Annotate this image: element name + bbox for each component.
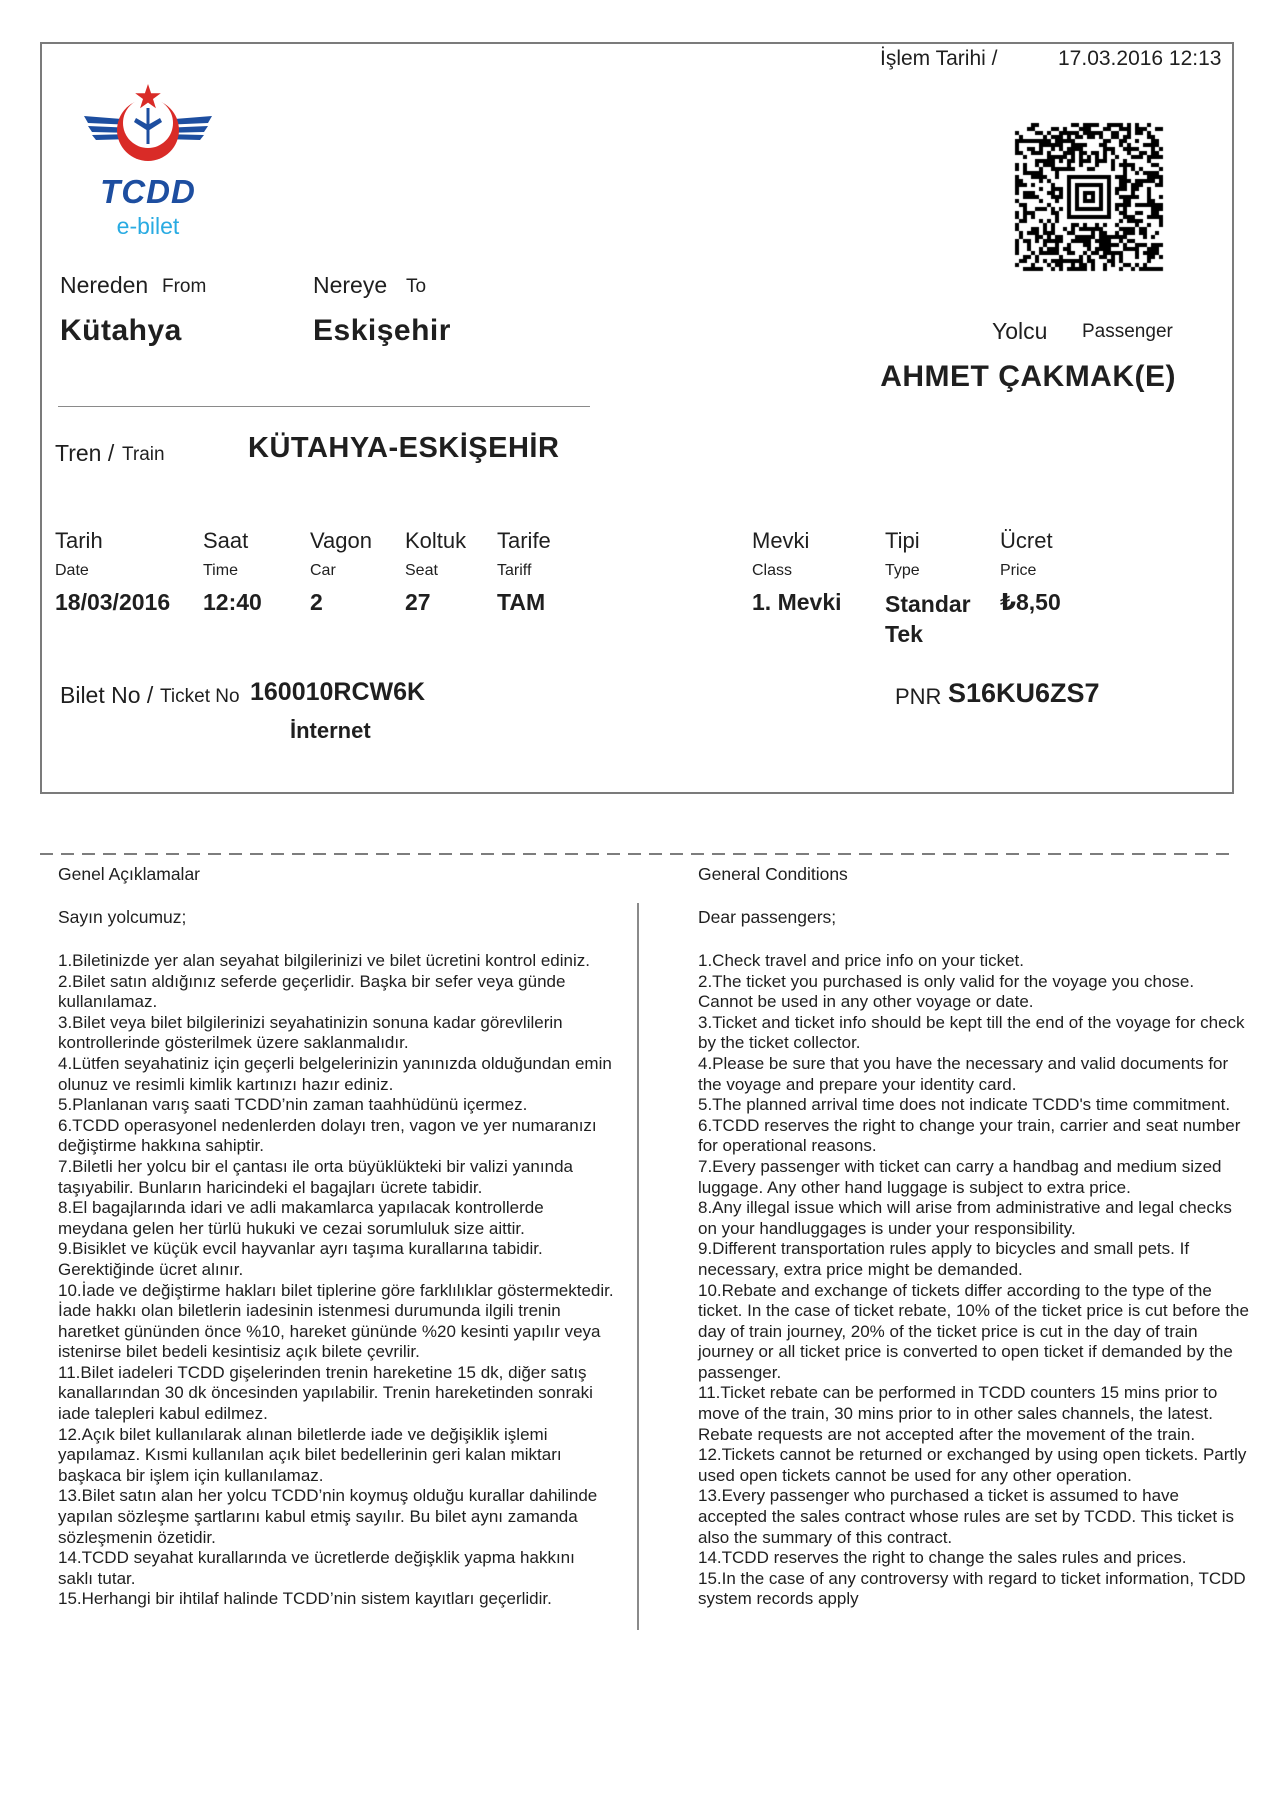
- col-time-label-en: Time: [203, 562, 238, 579]
- col-seat-value: 27: [405, 589, 431, 615]
- condition-item: 5.The planned arrival time does not indicate TCDD's time commitment.: [698, 1095, 1231, 1115]
- col-class-label-tr: Mevki: [752, 528, 810, 553]
- col-tariff: [497, 528, 551, 616]
- ticket-no-label-en: Ticket No: [160, 686, 240, 707]
- col-price-label-en: Price: [1000, 562, 1037, 579]
- conditions-divider: [637, 903, 639, 1630]
- col-class-label-en: Class: [752, 562, 793, 579]
- col-class: [752, 528, 842, 616]
- condition-item: 11.Ticket rebate can be performed in TCDD counters 15 mins prior to move of the train, 30 mins prior to in other sales channels, the latest. Rebate requests are not accepted after the movement of the train.: [698, 1383, 1218, 1444]
- col-tariff-label-en: Tariff: [497, 562, 532, 579]
- condition-item: 12.Tickets cannot be returned or exchanged by using open tickets. Partly used open tickets cannot be used for any other operation.: [698, 1445, 1247, 1485]
- train-label-tr: Tren /: [55, 440, 115, 466]
- ticket-no-value: 160010RCW6K: [250, 678, 426, 706]
- to-label-en: To: [406, 276, 427, 297]
- col-car-label-en: Car: [310, 562, 336, 579]
- condition-item: 13.Bilet satın alan her yolcu TCDD’nin koymuş olduğu kurallar dahilinde yapılan sözleşme şartlarını kabul etmiş sayılır. Bu bilet aynı zamanda sözleşmenin özetidir.: [58, 1486, 598, 1547]
- condition-item: 15.In the case of any controversy with regard to ticket information, TCDD system records apply: [698, 1568, 1246, 1609]
- route-underline: [58, 406, 590, 407]
- col-seat: [405, 528, 466, 616]
- condition-item: 8.El bagajlarında idari ve adli makamlarca yapılacak kontrollerde meydana gelen her türlü hukuki ve cezai sorumluluk size aittir.: [58, 1198, 544, 1238]
- conditions-turkish: [58, 864, 614, 1610]
- ticket-no-label-tr: Bilet No /: [60, 682, 154, 708]
- condition-item: 7.Biletli her yolcu bir el çantası ile orta büyüklükteki bir valizi yanında taşıyabilir. Bunların haricindeki el bagajları ücrete tabidir.: [58, 1156, 573, 1197]
- col-seat-label-en: Seat: [405, 562, 438, 579]
- col-date-label-en: Date: [55, 562, 89, 579]
- ticket-channel: İnternet: [290, 718, 371, 743]
- pnr-value: S16KU6ZS7: [948, 678, 1100, 708]
- condition-item: 6.TCDD reserves the right to change your train, carrier and seat number for operational reasons.: [698, 1115, 1241, 1156]
- col-time: [203, 528, 262, 616]
- condition-item: 5.Planlanan varış saati TCDD’nin zaman taahhüdünü içermez.: [58, 1095, 528, 1115]
- train-name: KÜTAHYA-ESKİŞEHİR: [248, 432, 560, 464]
- condition-item: 10.İade ve değiştirme hakları bilet tiplerine göre farklılıklar göstermektedir. İade hakkı olan biletlerin iadesinin istenmesi durumunda ilgili trenin haretket gününden önce %10, hareket gününde %20 kesinti yapılır veya istenirse bilet bedeli kesintisiz açık bilete çevrilir.: [58, 1280, 614, 1362]
- conditions-tr-salutation: Sayın yolcumuz;: [58, 907, 187, 927]
- from-label-tr: Nereden: [60, 272, 149, 298]
- passenger-label-en: Passenger: [1082, 321, 1173, 342]
- col-type-label-en: Type: [885, 562, 920, 579]
- passenger-label-tr: Yolcu: [992, 318, 1048, 344]
- condition-item: 3.Bilet veya bilet bilgilerinizi seyahatinizin sonuna kadar görevlilerin kontrollerinde gösterilmek üzere saklanmalıdır.: [58, 1012, 563, 1053]
- condition-item: 1.Biletinizde yer alan seyahat bilgilerinizi ve bilet ücretini kontrol ediniz.: [58, 951, 590, 970]
- condition-item: 13.Every passenger who purchased a ticket is assumed to have accepted the sales contract whose rules are set by TCDD. This ticket is also the summary of this contract.: [698, 1486, 1235, 1547]
- logo-brand-text: TCDD: [100, 173, 196, 210]
- condition-item: 14.TCDD reserves the right to change the sales rules and prices.: [698, 1548, 1187, 1568]
- col-type-label-tr: Tipi: [885, 528, 920, 553]
- conditions-tr-list: [58, 951, 614, 1610]
- col-price-value: ₺8,50: [1000, 589, 1061, 615]
- to-label-tr: Nereye: [313, 272, 388, 298]
- condition-item: 3.Ticket and ticket info should be kept till the end of the voyage for check by the ticket collector.: [698, 1012, 1245, 1053]
- condition-item: 9.Different transportation rules apply to bicycles and small pets. If necessary, extra price might be demanded.: [698, 1239, 1190, 1279]
- condition-item: 2.Bilet satın aldığınız seferde geçerlidir. Başka bir sefer veya günde kullanılamaz.: [58, 971, 566, 1012]
- to-station: Eskişehir: [313, 314, 451, 347]
- tcdd-logo: [82, 82, 214, 240]
- condition-item: 15.Herhangi bir ihtilaf halinde TCDD’nin sistem kayıtları geçerlidir.: [58, 1589, 552, 1609]
- condition-item: 4.Lütfen seyahatiniz için geçerli belgelerinizin yanınızda olduğundan emin olunuz ve resimli kimlik kartınızı hazır ediniz.: [58, 1053, 612, 1094]
- condition-item: 2.The ticket you purchased is only valid for the voyage you chose. Cannot be used in any other voyage or date.: [698, 971, 1195, 1012]
- col-seat-label-tr: Koltuk: [405, 528, 467, 553]
- conditions-tr-title: Genel Açıklamalar: [58, 864, 201, 884]
- condition-item: 6.TCDD operasyonel nedenlerden dolayı tren, vagon ve yer numaranızı değiştirme hakkına sahiptir.: [58, 1115, 597, 1156]
- condition-item: 4.Please be sure that you have the necessary and valid documents for the voyage and prepare your identity card.: [698, 1053, 1229, 1094]
- col-tariff-label-tr: Tarife: [497, 528, 551, 553]
- col-date-value: 18/03/2016: [55, 589, 171, 615]
- col-car-value: 2: [310, 589, 323, 615]
- dashed-separator: [40, 853, 1232, 855]
- from-label-en: From: [162, 276, 207, 297]
- condition-item: 10.Rebate and exchange of tickets differ according to the type of the ticket. In the case of ticket rebate, 10% of the ticket price is cut before the day of train journey, 20% of the ticket price is cut in the day of train journey or all ticket price is converted to open ticket if demanded by the passenger.: [698, 1280, 1249, 1382]
- conditions-en-list: [698, 951, 1250, 1610]
- conditions-en-title: General Conditions: [698, 864, 848, 884]
- condition-item: 12.Açık bilet kullanılarak alınan biletlerde iade ve değişiklik işlemi yapılamaz. Kısmi kullanılan açık bilet bedellerinin geri kalan miktarı başkaca bir işlem için kullanılamaz.: [58, 1424, 562, 1485]
- logo-subtitle-text: e-bilet: [116, 213, 180, 239]
- col-car-label-tr: Vagon: [310, 528, 372, 553]
- condition-item: 7.Every passenger with ticket can carry a handbag and medium sized luggage. Any other hand luggage is subject to extra price.: [698, 1156, 1222, 1197]
- pnr-label: PNR: [895, 684, 942, 709]
- from-station: Kütahya: [60, 314, 182, 347]
- conditions-english: [698, 864, 1250, 1610]
- condition-item: 14.TCDD seyahat kurallarında ve ücretlerde değişklik yapma hakkını saklı tutar.: [58, 1548, 575, 1588]
- col-tariff-value: TAM: [497, 589, 546, 615]
- col-time-label-tr: Saat: [203, 528, 249, 553]
- col-date-label-tr: Tarih: [55, 528, 103, 553]
- col-class-value: 1. Mevki: [752, 589, 842, 615]
- col-car: [310, 528, 372, 616]
- col-date: [55, 528, 170, 616]
- aztec-code: [1008, 116, 1170, 278]
- col-price: [1000, 528, 1061, 616]
- process-date-value: 17.03.2016 12:13: [1058, 47, 1222, 70]
- conditions-en-salutation: Dear passengers;: [698, 907, 837, 927]
- col-type: [885, 528, 990, 649]
- train-label-en: Train: [122, 444, 165, 465]
- condition-item: 1.Check travel and price info on your ticket.: [698, 951, 1024, 970]
- col-time-value: 12:40: [203, 589, 262, 615]
- col-type-value: Standar Tek: [885, 591, 971, 647]
- condition-item: 11.Bilet iadeleri TCDD gişelerinden trenin hareketine 15 dk, diğer satış kanallarından 30 dk öncesinden yapılabilir. Trenin hareketinden sonraki iade talepleri kabul edilmez.: [58, 1362, 593, 1424]
- passenger-name: AHMET ÇAKMAK(E): [880, 360, 1176, 393]
- col-price-label-tr: Ücret: [1000, 528, 1053, 553]
- condition-item: 8.Any illegal issue which will arise from administrative and legal checks on your handluggages is under your responsibility.: [698, 1198, 1232, 1238]
- process-date-label: İşlem Tarihi /: [880, 47, 998, 70]
- tcdd-emblem-icon: [82, 82, 214, 166]
- condition-item: 9.Bisiklet ve küçük evcil hayvanlar ayrı taşıma kurallarına tabidir. Gerektiğinde ücret alınır.: [58, 1239, 543, 1279]
